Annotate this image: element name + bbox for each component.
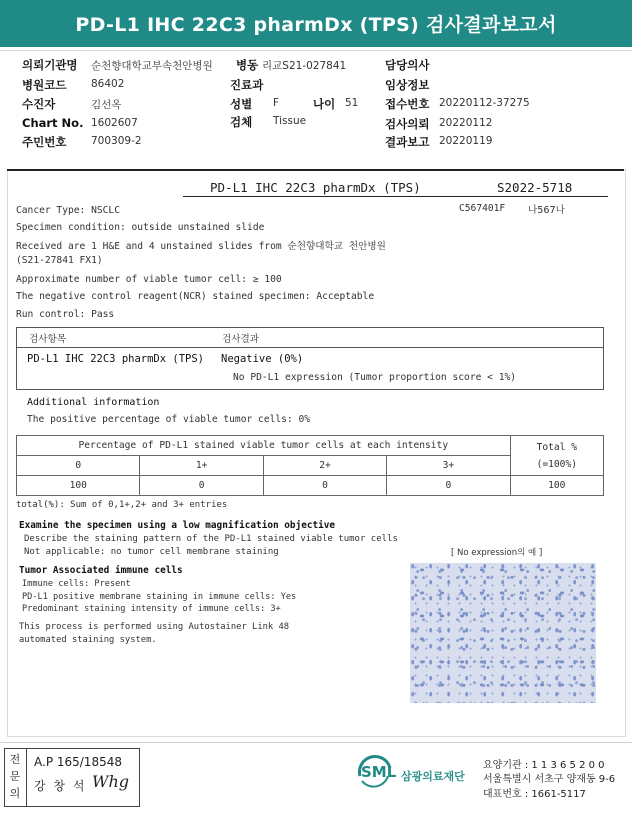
specimen-value: Tissue bbox=[273, 115, 307, 127]
header-item: 검사항목 bbox=[29, 334, 67, 345]
divider bbox=[26, 748, 27, 807]
address: 서울특별시 서초구 양재동 9-6 bbox=[483, 774, 616, 785]
clinical-label: 임상정보 bbox=[385, 78, 430, 92]
age-value: 51 bbox=[345, 97, 359, 109]
intensity-table bbox=[16, 435, 604, 496]
test-name: PD-L1 IHC 22C3 pharmDx (TPS) bbox=[27, 353, 205, 365]
result-row bbox=[17, 348, 604, 390]
patient-value: 김선옥 bbox=[91, 99, 122, 111]
exam-line2: Not applicable: no tumor cell membrane staining bbox=[24, 547, 279, 557]
org-name: 삼광의료재단 bbox=[401, 770, 465, 783]
id-label: 주민번호 bbox=[22, 135, 67, 149]
patient-label: 수진자 bbox=[22, 97, 56, 111]
hospital-code-label: 병원코드 bbox=[22, 78, 67, 92]
pathologist-name: 강 창 석 bbox=[34, 779, 87, 793]
process-line2: automated staining system. bbox=[19, 635, 157, 645]
total-header-line1: Total % bbox=[536, 441, 578, 453]
total-note: total(%): Sum of 0,1+,2+ and 3+ entries bbox=[16, 500, 228, 510]
test-result: Negative (0%) bbox=[221, 353, 304, 365]
sex-label: 성별 bbox=[230, 97, 253, 111]
hospital-code-value: 86402 bbox=[91, 78, 125, 90]
specimen-label: 검체 bbox=[230, 115, 253, 129]
exam-title: Examine the specimen using a low magnification objective bbox=[19, 520, 336, 531]
no-expression-sample-image bbox=[410, 563, 596, 703]
intensity-level-0: 0 bbox=[17, 456, 140, 476]
total-header bbox=[510, 436, 603, 476]
divider bbox=[183, 196, 608, 197]
sml-logo-text: SML bbox=[361, 763, 397, 781]
stamp-side-label: 전문의 bbox=[9, 753, 21, 800]
request-value: 20220112 bbox=[439, 117, 493, 129]
request-label: 검사의뢰 bbox=[385, 117, 430, 131]
intensity-level-1: 1+ bbox=[140, 456, 263, 476]
id-value: 700309-2 bbox=[91, 135, 142, 147]
immune-title: Tumor Associated immune cells bbox=[19, 565, 183, 576]
org-label: 의뢰기관명 bbox=[22, 58, 78, 72]
received-info: Received are 1 H&E and 4 unstained slides from 순천향대학교 천안병원 bbox=[16, 241, 386, 252]
receipt-value: 20220112-37275 bbox=[439, 97, 530, 109]
additional-title: Additional information bbox=[27, 397, 160, 408]
header-result: 검사결과 bbox=[222, 334, 260, 345]
phone: 대표번호 : 1661-5117 bbox=[483, 789, 586, 800]
image-caption: [ No expression의 예 ] bbox=[451, 548, 543, 558]
immune-line1: Immune cells: Present bbox=[22, 579, 131, 589]
ward-value: 리교S21-027841 bbox=[262, 60, 347, 72]
immune-line2: PD-L1 positive membrane staining in immune cells: Yes bbox=[22, 592, 297, 602]
result-date-value: 20220119 bbox=[439, 135, 493, 147]
intensity-value-3: 0 bbox=[387, 476, 510, 496]
exam-line1: Describe the staining pattern of the PD-L1 stained viable tumor cells bbox=[24, 534, 398, 544]
age-label: 나이 bbox=[313, 97, 336, 111]
specimen-code: C567401F bbox=[459, 203, 506, 214]
report-number: S2022-5718 bbox=[497, 180, 573, 195]
process-line1: This process is performed using Autostainer Link 48 bbox=[19, 622, 290, 632]
received-id: (S21-27841 FX1) bbox=[16, 255, 103, 266]
doctor-label: 담당의사 bbox=[385, 58, 430, 72]
additional-text: The positive percentage of viable tumor cells: 0% bbox=[27, 414, 311, 425]
report-title: PD-L1 IHC 22C3 pharmDx (TPS) 검사결과보고서 bbox=[75, 14, 557, 36]
intensity-value-0: 100 bbox=[17, 476, 140, 496]
cancer-type: Cancer Type: NSCLC bbox=[16, 205, 120, 216]
ap-number: A.P 165/18548 bbox=[34, 755, 122, 769]
total-value: 100 bbox=[510, 476, 603, 496]
divider bbox=[7, 169, 624, 171]
report-test-title: PD-L1 IHC 22C3 pharmDx (TPS) bbox=[210, 180, 421, 195]
result-date-label: 결과보고 bbox=[385, 135, 430, 149]
test-result-detail: No PD-L1 expression (Tumor proportion score < 1%) bbox=[233, 372, 517, 383]
sex-value: F bbox=[273, 97, 280, 109]
signature: Whg bbox=[92, 772, 129, 791]
viable-cells: Approximate number of viable tumor cell: ≥ 100 bbox=[16, 274, 282, 285]
receipt-label: 접수번호 bbox=[385, 97, 430, 111]
dept-label: 진료과 bbox=[230, 78, 264, 92]
run-control: Run control: Pass bbox=[16, 309, 115, 320]
result-table-header bbox=[17, 328, 604, 348]
intensity-level-3: 3+ bbox=[387, 456, 510, 476]
org-value: 순천향대학교부속천안병원 bbox=[91, 60, 213, 72]
intensity-value-1: 0 bbox=[140, 476, 263, 496]
result-table bbox=[16, 327, 604, 390]
ncr-status: The negative control reagent(NCR) stained specimen: Acceptable bbox=[16, 291, 375, 302]
divider bbox=[0, 50, 632, 51]
chart-value: 1602607 bbox=[91, 117, 138, 129]
block-code: 나567나 bbox=[528, 205, 565, 216]
intensity-header: Percentage of PD-L1 stained viable tumor cells at each intensity bbox=[17, 436, 511, 456]
intensity-level-2: 2+ bbox=[263, 456, 386, 476]
report-title-banner bbox=[0, 0, 632, 47]
divider bbox=[0, 742, 632, 743]
immune-line3: Predominant staining intensity of immune cells: 3+ bbox=[22, 604, 281, 614]
specimen-condition: Specimen condition: outside unstained slide bbox=[16, 222, 265, 233]
intensity-value-2: 0 bbox=[263, 476, 386, 496]
chart-label: Chart No. bbox=[22, 116, 84, 130]
total-header-line2: (=100%) bbox=[536, 458, 578, 470]
care-number: 요양기관 : 1 1 3 6 5 2 0 0 bbox=[483, 760, 605, 771]
ward-label: 병동 bbox=[236, 58, 259, 72]
